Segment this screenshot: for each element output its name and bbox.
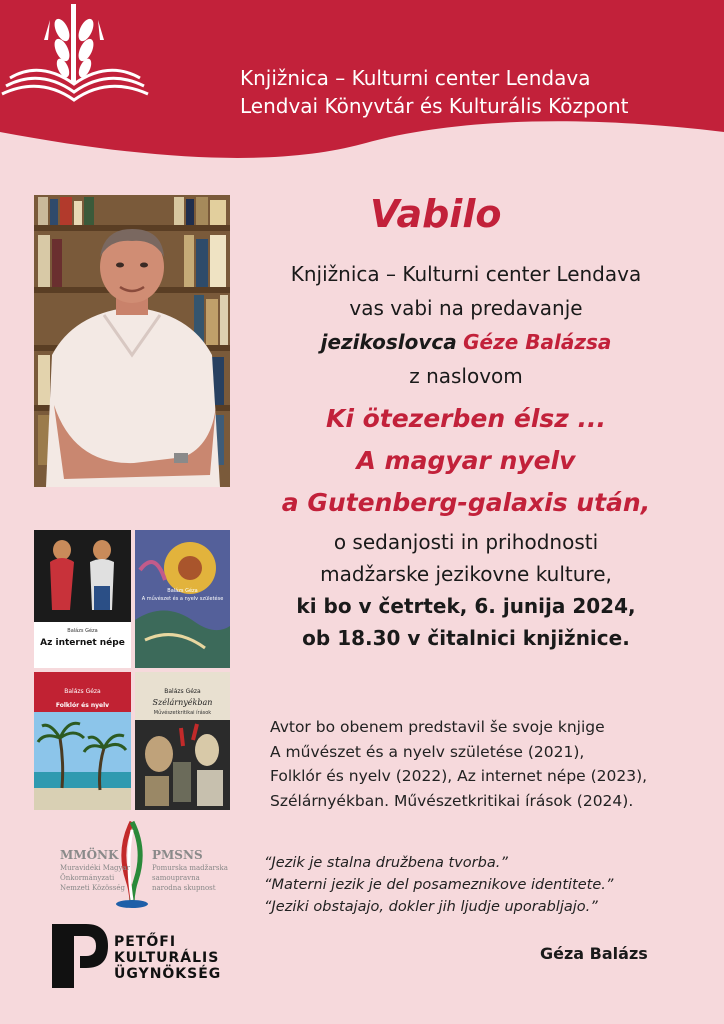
petofi-logo xyxy=(52,924,232,994)
header-banner xyxy=(0,0,724,170)
cover-1-author: Balázs Géza xyxy=(67,628,98,634)
cover-3-title: Folklór és nyelv xyxy=(55,702,110,709)
petofi-line-3: ÜGYNÖKSÉG xyxy=(114,966,222,982)
quotes-block xyxy=(264,852,613,918)
header-line-2: Lendvai Könyvtár és Kulturális Központ xyxy=(240,94,629,118)
cover-4-author: Balázs Géza xyxy=(164,688,201,695)
pmsns-line-2: samoupravna xyxy=(152,874,200,882)
cover-illustration xyxy=(40,536,126,616)
invite-line-2: vas vabi na predavanje xyxy=(349,296,583,320)
petofi-mark-icon xyxy=(52,924,108,988)
book-cover-muveszet xyxy=(135,530,230,668)
event-date: ki bo v četrtek, 6. junija 2024, xyxy=(296,594,636,618)
speaker-name: Géze Balázsa xyxy=(463,330,612,354)
books-line-3: Folklór és nyelv (2022), Az internet népe (2023), xyxy=(270,767,648,785)
talk-title-3: a Gutenberg-galaxis után, xyxy=(281,488,651,517)
quote-1: “Jezik je stalna družbena tvorba.” xyxy=(264,855,508,871)
quote-3: “Jeziki obstajajo, dokler jih ljudje uporabljajo.” xyxy=(264,899,598,915)
cover-palm-photo xyxy=(34,712,131,810)
mmonk-title: MMÖNK xyxy=(60,848,119,862)
library-logo xyxy=(0,0,150,110)
cover-4-title: Szélárnyékban xyxy=(152,698,213,707)
book-cover-folklor xyxy=(34,672,131,810)
invite-line-1: Knjižnica – Kulturni center Lendava xyxy=(290,262,642,286)
header-line-1: Knjižnica – Kulturni center Lendava xyxy=(240,66,591,90)
talk-title-2: A magyar nyelv xyxy=(356,446,576,475)
pmsns-title: PMSNS xyxy=(152,848,203,862)
event-time-place: ob 18.30 v čitalnici knjižnice. xyxy=(302,626,630,650)
pmsns-line-1: Pomurska madžarska xyxy=(152,864,228,872)
books-line-1: Avtor bo obenem predstavil še svoje knjige xyxy=(270,718,605,736)
quote-2: “Materni jezik je del posameznikove identitete.” xyxy=(264,877,614,893)
mmonk-line-3: Nemzeti Közösség xyxy=(60,884,125,892)
invitation-title: Vabilo xyxy=(370,192,502,236)
mmonk-pmsns-logo xyxy=(60,820,240,910)
mmonk-line-2: Önkormányzati xyxy=(60,874,115,882)
quote-author: Géza Balázs xyxy=(540,944,648,963)
invite-line-8: o sedanjosti in prihodnosti xyxy=(333,530,599,554)
books-line-2: A művészet és a nyelv születése (2021), xyxy=(270,742,585,761)
speaker-photo xyxy=(34,195,230,487)
cover-2-title: A művészet és a nyelv születése xyxy=(141,596,224,602)
cover-1-title: Az internet népe xyxy=(40,638,125,648)
cover-3-author: Balázs Géza xyxy=(64,688,101,695)
petofi-line-2: KULTURÁLIS xyxy=(114,950,220,966)
petofi-line-1: PETŐFI xyxy=(114,934,177,950)
invite-line-4: z naslovom xyxy=(409,364,523,388)
books-line-4: Szélárnyékban. Művészetkritikai írások (2024). xyxy=(270,791,634,810)
book-covers xyxy=(34,530,230,810)
books-paragraph xyxy=(270,715,647,813)
book-cover-az-internet-nepe xyxy=(34,530,131,668)
speaker-profession: jezikoslovca xyxy=(320,330,457,354)
cover-4-subtitle: Művészetkritikai írások xyxy=(153,710,212,716)
cover-sculpture-photo xyxy=(135,720,230,810)
invite-line-9: madžarske jezikovne kulture, xyxy=(320,562,612,586)
book-cover-szelarnyekban xyxy=(135,672,230,810)
invite-speaker-line xyxy=(256,330,676,354)
cover-2-author: Balázs Géza xyxy=(167,588,198,594)
talk-title-1: Ki ötezerben élsz ... xyxy=(325,404,607,433)
pmsns-line-3: narodna skupnost xyxy=(152,884,216,892)
mmonk-line-1: Muravidéki Magyar xyxy=(60,864,131,872)
